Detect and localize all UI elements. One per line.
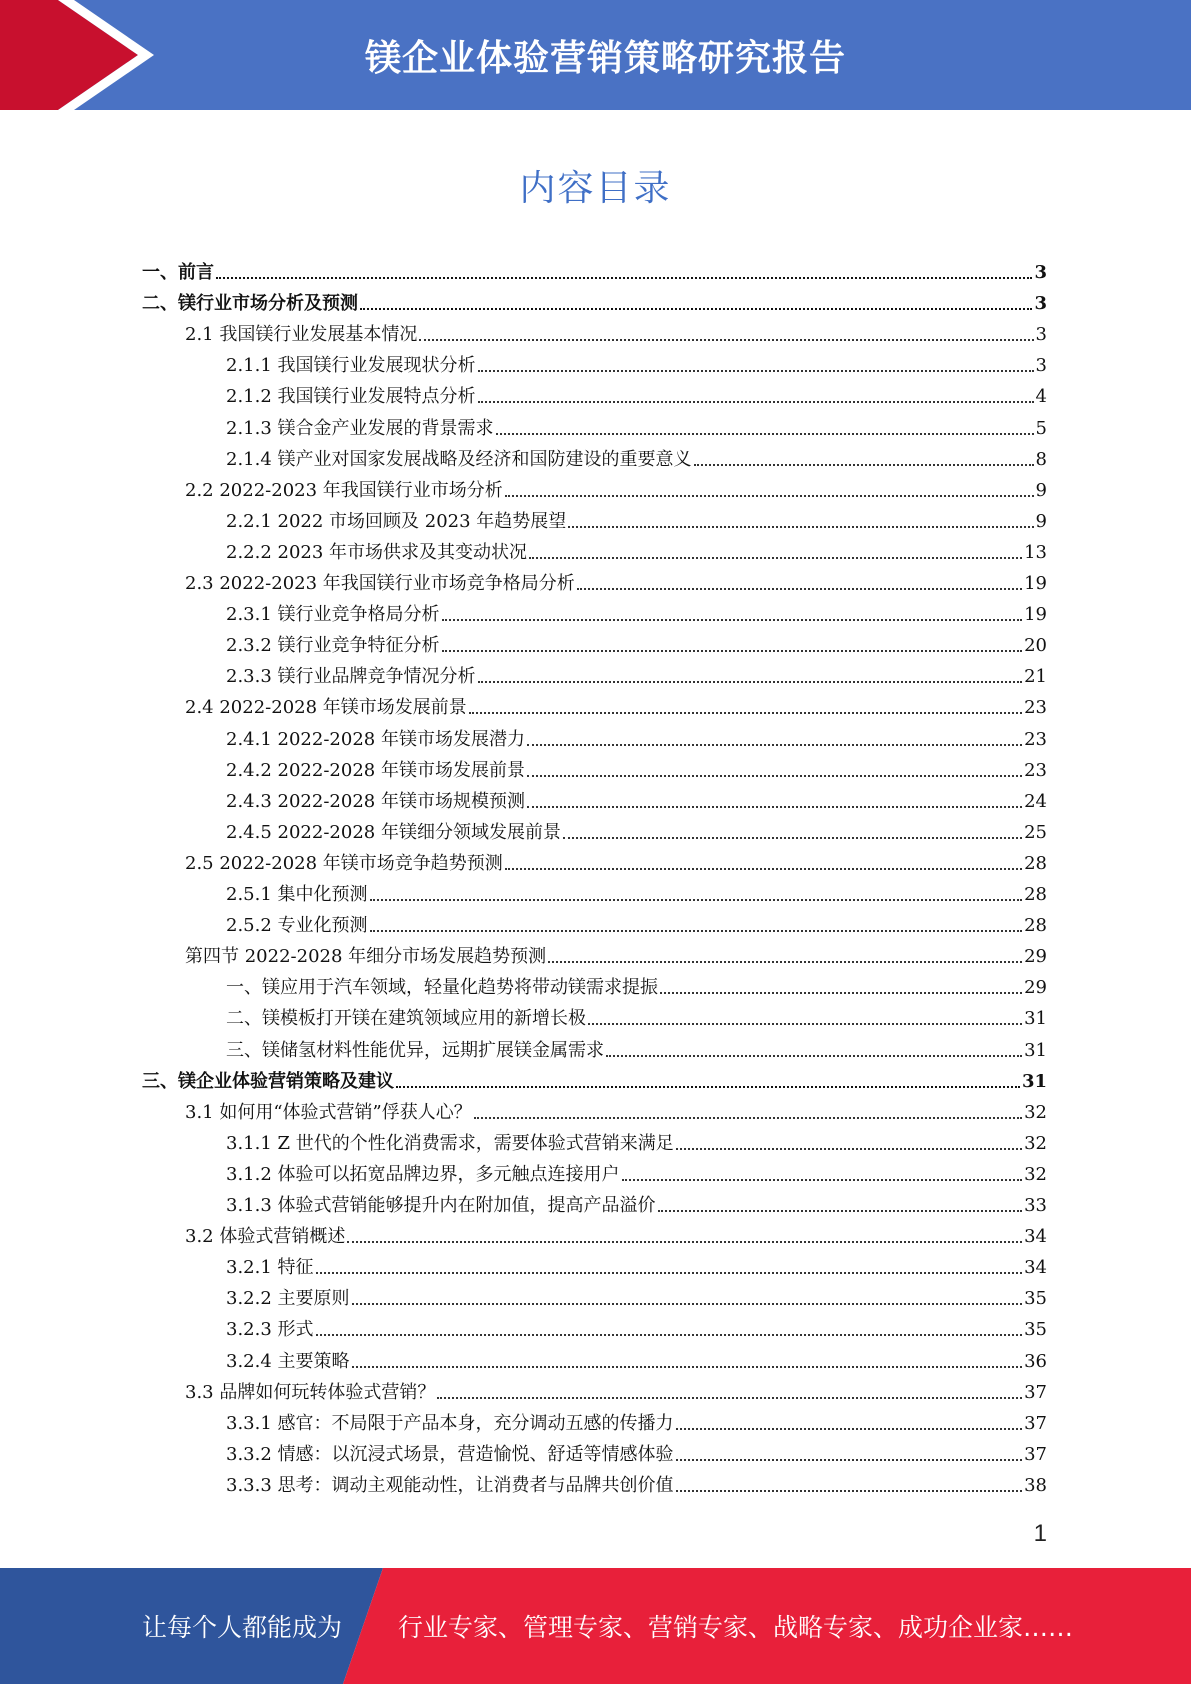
toc-entry-page: 32: [1024, 1132, 1047, 1154]
toc-entry-label: 一、镁应用于汽车领域，轻量化趋势将带动镁需求提振: [226, 977, 658, 999]
toc-leader-dots: [563, 837, 1022, 839]
toc-leader-dots: [548, 961, 1022, 963]
footer-slogan-right: 行业专家、管理专家、营销专家、战略专家、成功企业家……: [398, 1613, 1074, 1642]
toc-entry-label: 二、镁行业市场分析及预测: [142, 293, 358, 315]
toc-entry-page: 29: [1024, 977, 1047, 999]
toc-entry-page: 31: [1024, 1008, 1047, 1030]
toc-entry[interactable]: [226, 1155, 1047, 1186]
toc-leader-dots: [577, 588, 1022, 590]
page-number: 1: [1033, 1520, 1047, 1547]
toc-entry-label: 3.1.1 Z 世代的个性化消费需求，需要体验式营销来满足: [226, 1132, 674, 1154]
toc-entry[interactable]: [185, 937, 1047, 968]
toc-leader-dots: [419, 339, 1033, 341]
toc-entry-page: 31: [1024, 1039, 1047, 1061]
toc-entry-label: 2.3.1 镁行业竞争格局分析: [226, 604, 440, 626]
toc-entry-page: 3: [1035, 324, 1047, 346]
toc-entry[interactable]: [142, 253, 1047, 284]
toc-entry[interactable]: [226, 1279, 1047, 1310]
toc-leader-dots: [396, 1086, 1020, 1088]
toc-leader-dots: [676, 1490, 1023, 1492]
toc-entry-label: 2.5.2 专业化预测: [226, 915, 368, 937]
toc-leader-dots: [660, 992, 1022, 994]
toc-leader-dots: [469, 712, 1022, 714]
toc-entry-page: 19: [1024, 604, 1047, 626]
toc-entry[interactable]: [185, 844, 1047, 875]
toc-leader-dots: [478, 370, 1034, 372]
toc-entry-label: 3.2.3 形式: [226, 1319, 314, 1341]
toc-entry[interactable]: [226, 968, 1047, 999]
toc-entry[interactable]: [226, 1435, 1047, 1466]
header-band: [0, 0, 1191, 110]
toc-leader-dots: [606, 1055, 1022, 1057]
toc-entry[interactable]: [226, 1466, 1047, 1497]
toc-entry-label: 3.2.4 主要策略: [226, 1350, 350, 1372]
toc-entry-label: 第四节 2022-2028 年细分市场发展趋势预测: [185, 946, 547, 968]
toc-leader-dots: [442, 650, 1023, 652]
toc-entry[interactable]: [226, 657, 1047, 688]
toc-leader-dots: [352, 1366, 1023, 1368]
toc-entry-label: 2.4.1 2022-2028 年镁市场发展潜力: [226, 728, 525, 750]
toc-entry-page: 31: [1021, 1070, 1047, 1092]
toc-entry-label: 3.2 体验式营销概述: [185, 1226, 346, 1248]
toc-entry[interactable]: [226, 1124, 1047, 1155]
toc-entry-page: 37: [1024, 1443, 1047, 1465]
toc-entry-page: 32: [1024, 1101, 1047, 1123]
toc-leader-dots: [352, 1303, 1023, 1305]
toc-leader-dots: [478, 681, 1023, 683]
report-title: 镁企业体验营销策略研究报告: [364, 37, 846, 79]
toc-entry[interactable]: [226, 1248, 1047, 1279]
toc-entry[interactable]: [226, 1342, 1047, 1373]
toc-entry-label: 三、镁储氢材料性能优异，远期扩展镁金属需求: [226, 1039, 604, 1061]
toc-leader-dots: [478, 401, 1034, 403]
toc-entry-label: 2.2 2022-2023 年我国镁行业市场分析: [185, 479, 503, 501]
toc-entry[interactable]: [226, 813, 1047, 844]
toc-entry-label: 三、镁企业体验营销策略及建议: [142, 1070, 394, 1092]
toc-entry-page: 38: [1024, 1474, 1047, 1496]
toc-entry-page: 32: [1024, 1163, 1047, 1185]
toc-entry[interactable]: [226, 720, 1047, 751]
toc-entry-label: 2.2.2 2023 年市场供求及其变动状况: [226, 541, 528, 563]
toc-entry-page: 13: [1024, 541, 1047, 563]
toc-entry[interactable]: [226, 1404, 1047, 1435]
toc-entry-page: 3: [1035, 355, 1047, 377]
toc-entry[interactable]: [185, 1373, 1047, 1404]
toc-entry-page: 29: [1024, 946, 1047, 968]
toc-entry-page: 24: [1024, 790, 1047, 812]
toc-entry-label: 二、镁模板打开镁在建筑领域应用的新增长极: [226, 1008, 586, 1030]
toc-entry-label: 2.5 2022-2028 年镁市场竞争趋势预测: [185, 852, 503, 874]
toc-entry[interactable]: [226, 751, 1047, 782]
toc-entry-page: 5: [1035, 417, 1047, 439]
toc-leader-dots: [529, 557, 1022, 559]
toc-entry-label: 2.3.2 镁行业竞争特征分析: [226, 635, 440, 657]
toc-entry-label: 2.4.2 2022-2028 年镁市场发展前景: [226, 759, 525, 781]
toc-entry[interactable]: [226, 595, 1047, 626]
toc-entry-page: 9: [1035, 479, 1047, 501]
toc-entry-page: 23: [1024, 697, 1047, 719]
toc-leader-dots: [370, 930, 1023, 932]
toc-entry-label: 3.3.1 感官：不局限于产品本身，充分调动五感的传播力: [226, 1412, 674, 1434]
toc-entry[interactable]: [226, 377, 1047, 408]
toc-leader-dots: [694, 464, 1034, 466]
footer-band: [0, 1568, 1191, 1684]
toc-entry[interactable]: [226, 626, 1047, 657]
toc-leader-dots: [527, 806, 1022, 808]
toc-leader-dots: [474, 1117, 1022, 1119]
toc-entry-label: 3.3.3 思考：调动主观能动性，让消费者与品牌共创价值: [226, 1474, 674, 1496]
toc-leader-dots: [442, 619, 1023, 621]
toc-entry[interactable]: [185, 564, 1047, 595]
toc-leader-dots: [496, 433, 1034, 435]
toc-entry[interactable]: [185, 688, 1047, 719]
toc-entry[interactable]: [226, 533, 1047, 564]
toc-entry[interactable]: [142, 284, 1047, 315]
toc-entry[interactable]: [226, 1031, 1047, 1062]
footer-slogan-left: 让每个人都能成为: [142, 1613, 343, 1642]
toc-leader-dots: [437, 1397, 1022, 1399]
toc-leader-dots: [505, 495, 1034, 497]
toc-entry[interactable]: [226, 440, 1047, 471]
toc-leader-dots: [216, 277, 1032, 279]
toc-leader-dots: [347, 1241, 1022, 1243]
toc-entry[interactable]: [226, 502, 1047, 533]
toc-entry-page: 20: [1024, 635, 1047, 657]
toc-leader-dots: [568, 526, 1033, 528]
toc-leader-dots: [360, 308, 1032, 310]
toc-entry[interactable]: [226, 999, 1047, 1030]
toc-entry-page: 3: [1034, 293, 1047, 315]
toc-entry-label: 3.1.3 体验式营销能够提升内在附加值，提高产品溢价: [226, 1195, 656, 1216]
toc-entry[interactable]: [226, 782, 1047, 813]
toc-leader-dots: [527, 775, 1022, 777]
toc-entry-label: 3.1 如何用“体验式营销”俘获人心？: [185, 1101, 472, 1123]
toc-entry[interactable]: [226, 1186, 1047, 1217]
toc-entry[interactable]: [185, 1093, 1047, 1124]
toc-entry-page: 23: [1024, 728, 1047, 750]
toc-leader-dots: [676, 1428, 1023, 1430]
toc-entry-page: 35: [1024, 1288, 1047, 1310]
toc-entry-label: 2.4.3 2022-2028 年镁市场规模预测: [226, 790, 525, 812]
toc-leader-dots: [622, 1179, 1023, 1181]
toc-entry-label: 2.1.4 镁产业对国家发展战略及经济和国防建设的重要意义: [226, 448, 692, 470]
toc-leader-dots: [676, 1148, 1022, 1150]
toc-entry[interactable]: [142, 1062, 1047, 1093]
toc-entry-label: 2.3.3 镁行业品牌竞争情况分析: [226, 666, 476, 688]
toc-leader-dots: [316, 1334, 1023, 1336]
toc-heading: 内容目录: [519, 168, 672, 209]
toc-leader-dots: [658, 1210, 1023, 1212]
toc-entry-page: 9: [1035, 510, 1047, 532]
toc-entry-label: 3.1.2 体验可以拓宽品牌边界，多元触点连接用户: [226, 1163, 620, 1185]
toc-entry[interactable]: [226, 409, 1047, 440]
toc-entry[interactable]: [226, 906, 1047, 937]
toc-entry-label: 3.2.1 特征: [226, 1257, 314, 1279]
toc-entry-page: 28: [1024, 884, 1047, 905]
toc-entry-page: 35: [1024, 1319, 1047, 1341]
toc-entry[interactable]: [226, 1310, 1047, 1341]
toc-entry-page: 37: [1024, 1412, 1047, 1434]
toc-entry[interactable]: [185, 1217, 1047, 1248]
toc-entry-label: 3.2.2 主要原则: [226, 1288, 350, 1310]
toc-entry-page: 21: [1024, 666, 1047, 688]
toc-entry-page: 19: [1024, 573, 1047, 594]
toc-entry[interactable]: [185, 315, 1047, 346]
toc-entry-label: 3.3 品牌如何玩转体验式营销？: [185, 1381, 436, 1403]
toc-entry-label: 2.2.1 2022 市场回顾及 2023 年趋势展望: [226, 510, 567, 532]
toc-leader-dots: [316, 1272, 1023, 1274]
toc-leader-dots: [676, 1459, 1023, 1461]
toc-entry-label: 2.5.1 集中化预测: [226, 884, 368, 905]
toc-entry-page: 34: [1024, 1226, 1047, 1248]
toc-entry-page: 36: [1024, 1350, 1047, 1372]
toc-leader-dots: [370, 899, 1023, 901]
toc-leader-dots: [527, 744, 1022, 746]
toc-entry[interactable]: [226, 346, 1047, 377]
toc-entry-page: 37: [1024, 1381, 1047, 1403]
toc-entry-label: 2.1 我国镁行业发展基本情况: [185, 324, 418, 346]
toc-entry-page: 23: [1024, 759, 1047, 781]
toc-entry-page: 8: [1035, 448, 1047, 470]
toc-entry-page: 28: [1024, 915, 1047, 937]
toc-entry-page: 25: [1024, 821, 1047, 843]
toc-entry[interactable]: [226, 875, 1047, 906]
toc-entry[interactable]: [185, 471, 1047, 502]
toc-entry-label: 3.3.2 情感：以沉浸式场景，营造愉悦、舒适等情感体验: [226, 1443, 674, 1465]
toc-leader-dots: [505, 868, 1022, 870]
toc-entry-label: 2.1.3 镁合金产业发展的背景需求: [226, 417, 494, 439]
toc-entry-label: 2.1.1 我国镁行业发展现状分析: [226, 355, 476, 377]
toc-entry-label: 一、前言: [142, 262, 214, 283]
toc-entry-label: 2.4.5 2022-2028 年镁细分领域发展前景: [226, 821, 561, 843]
toc-entry-page: 33: [1024, 1195, 1047, 1216]
toc-entry-label: 2.3 2022-2023 年我国镁行业市场竞争格局分析: [185, 573, 575, 594]
toc-entry-label: 2.1.2 我国镁行业发展特点分析: [226, 386, 476, 408]
toc-leader-dots: [588, 1023, 1022, 1025]
toc-entry-label: 2.4 2022-2028 年镁市场发展前景: [185, 697, 467, 719]
toc-entry-page: 3: [1034, 262, 1047, 283]
toc-entry-page: 28: [1024, 852, 1047, 874]
toc-entry-page: 4: [1035, 386, 1047, 408]
toc-entry-page: 34: [1024, 1257, 1047, 1279]
